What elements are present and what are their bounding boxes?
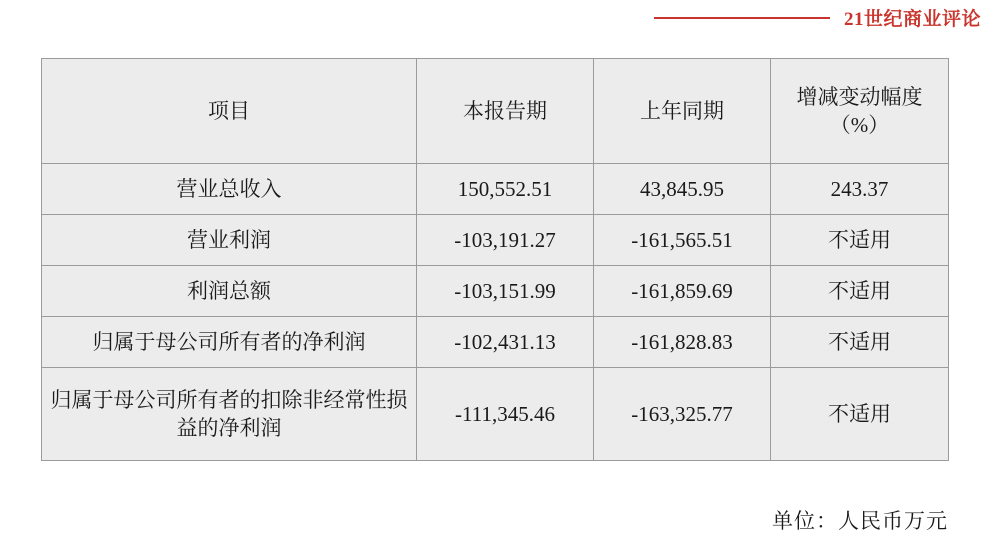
cell-current: -103,191.27 [417,215,594,266]
financial-table-container [41,58,948,461]
table-row [42,368,949,461]
cell-change: 不适用 [771,266,949,317]
cell-previous: -163,325.77 [594,368,771,461]
table-header [42,59,949,164]
cell-change: 不适用 [771,215,949,266]
cell-previous: -161,565.51 [594,215,771,266]
cell-previous: 43,845.95 [594,164,771,215]
column-header-current-period: 本报告期 [417,59,594,164]
cell-previous: -161,859.69 [594,266,771,317]
cell-current: -111,345.46 [417,368,594,461]
cell-change: 243.37 [771,164,949,215]
brand-header [0,0,989,34]
table-header-row [42,59,949,164]
cell-current: -103,151.99 [417,266,594,317]
cell-item: 营业利润 [42,215,417,266]
column-header-change-rate: 增减变动幅度（%） [771,59,949,164]
cell-change: 不适用 [771,368,949,461]
cell-item: 归属于母公司所有者的扣除非经常性损益的净利润 [42,368,417,461]
cell-change: 不适用 [771,317,949,368]
table-row [42,164,949,215]
cell-current: -102,431.13 [417,317,594,368]
cell-item: 营业总收入 [42,164,417,215]
cell-item: 归属于母公司所有者的净利润 [42,317,417,368]
cell-item: 利润总额 [42,266,417,317]
table-body [42,164,949,461]
column-header-item: 项目 [42,59,417,164]
column-header-prior-period: 上年同期 [594,59,771,164]
table-row [42,317,949,368]
table-row [42,266,949,317]
brand-title: 21世纪商业评论 [843,8,981,30]
table-row [42,215,949,266]
unit-note: 单位：人民币万元 [772,509,948,533]
cell-current: 150,552.51 [417,164,594,215]
financial-table [41,58,949,461]
brand-rule [654,17,830,19]
cell-previous: -161,828.83 [594,317,771,368]
